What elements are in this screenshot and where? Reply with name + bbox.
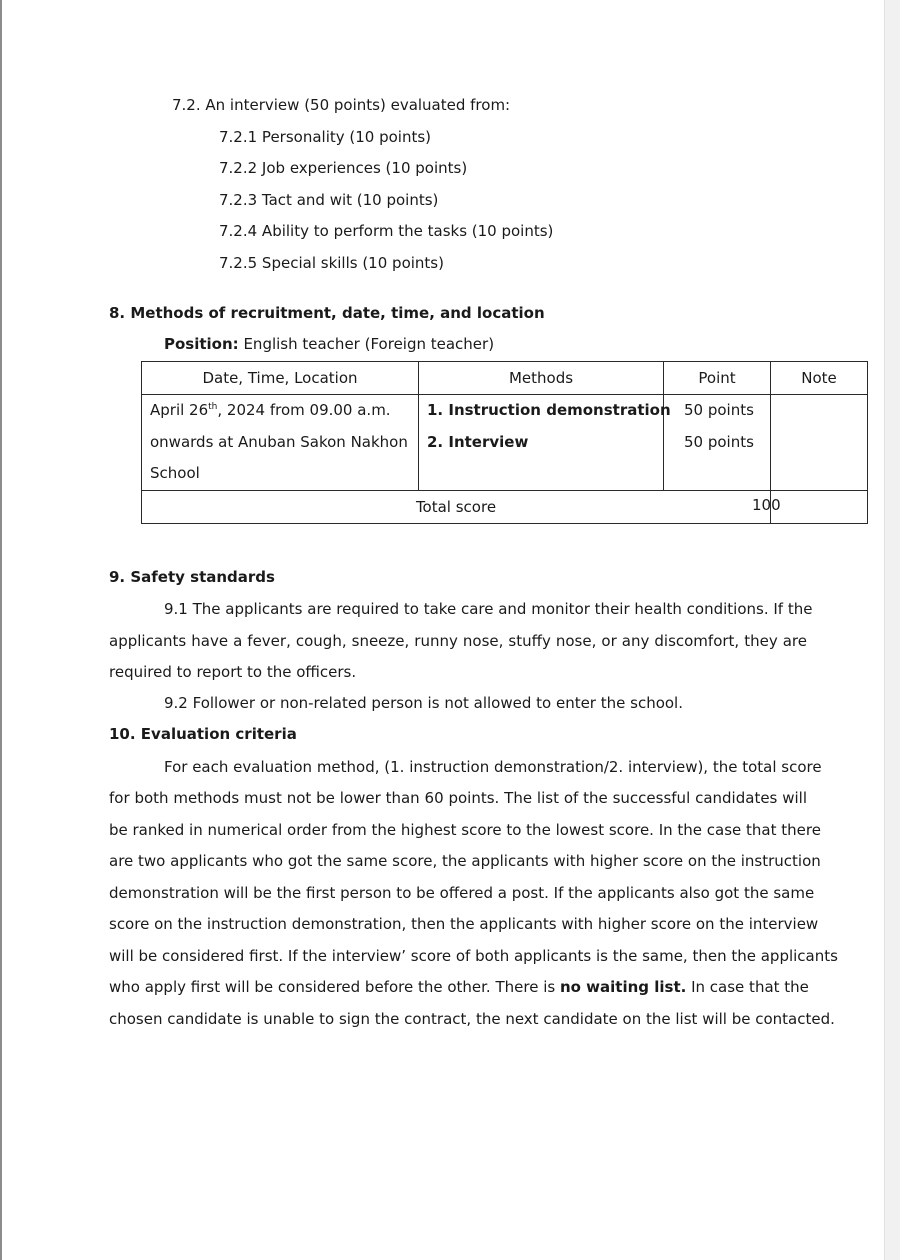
total-score-label bbox=[142, 491, 771, 524]
date-time-text: , 2024 from 09.00 a.m. bbox=[217, 401, 391, 419]
paragraph-line: required to report to the officers. bbox=[109, 663, 357, 681]
table-cell-points bbox=[664, 395, 771, 491]
paragraph-line: chosen candidate is unable to sign the contract, the next candidate on the list will be contacted. bbox=[109, 1010, 835, 1028]
criteria-item: 7.2.5 Special skills (10 points) bbox=[219, 254, 444, 272]
total-score-number: 100 bbox=[752, 496, 781, 514]
method-item: 2. Interview bbox=[427, 432, 529, 451]
criteria-item: 7.2.4 Ability to perform the tasks (10 points) bbox=[219, 222, 554, 240]
date-ordinal: th bbox=[208, 402, 218, 412]
paragraph-line: For each evaluation method, (1. instruction demonstration/2. interview), the total score bbox=[164, 758, 822, 776]
page-right-margin bbox=[884, 0, 900, 1260]
paragraph-line: be ranked in numerical order from the highest score to the lowest score. In the case that there bbox=[109, 821, 821, 839]
position-value: English teacher (Foreign teacher) bbox=[243, 335, 495, 353]
paragraph-line bbox=[109, 977, 807, 997]
paragraph-line: will be considered first. If the interview’ score of both applicants is the same, then the applicants bbox=[109, 947, 838, 965]
location-line: School bbox=[150, 464, 200, 482]
page-right-edge bbox=[884, 0, 885, 1260]
point-item: 50 points bbox=[684, 401, 754, 419]
table-header-date: Date, Time, Location bbox=[142, 362, 419, 395]
page-left-edge bbox=[0, 0, 2, 1260]
table-cell-note bbox=[771, 395, 868, 491]
criteria-item: 7.2.2 Job experiences (10 points) bbox=[219, 159, 468, 177]
table-header-point: Point bbox=[664, 362, 771, 395]
method-item: 1. Instruction demonstration bbox=[427, 401, 671, 419]
text-segment: In case that the bbox=[691, 978, 809, 996]
table-cell-date bbox=[142, 395, 419, 491]
paragraph-line: for both methods must not be lower than 60 points. The list of the successful candidates will bbox=[109, 789, 807, 807]
section9-heading: 9. Safety standards bbox=[109, 568, 275, 586]
paragraph-line: demonstration will be the first person to be offered a post. If the applicants also got the same bbox=[109, 884, 815, 902]
text-segment: who apply first will be considered before the other. There is bbox=[109, 978, 556, 996]
paragraph-line: 9.1 The applicants are required to take care and monitor their health conditions. If the bbox=[164, 600, 813, 618]
table-cell-methods bbox=[419, 395, 671, 491]
paragraph-line: applicants have a fever, cough, sneeze, runny nose, stuffy nose, or any discomfort, they are bbox=[109, 632, 807, 650]
section10-heading: 10. Evaluation criteria bbox=[109, 725, 297, 743]
paragraph-line: 9.2 Follower or non-related person is not allowed to enter the school. bbox=[164, 694, 683, 712]
position-line bbox=[164, 334, 494, 354]
section8-heading: 8. Methods of recruitment, date, time, and location bbox=[109, 304, 545, 322]
no-waiting-list-emphasis: no waiting list. bbox=[559, 978, 687, 996]
point-item: 50 points bbox=[684, 432, 754, 451]
section7-heading: 7.2. An interview (50 points) evaluated from: bbox=[172, 96, 511, 114]
date-line bbox=[142, 395, 418, 427]
paragraph-line: are two applicants who got the same score, the applicants with higher score on the instruction bbox=[109, 852, 821, 870]
location-line: onwards at Anuban Sakon Nakhon bbox=[150, 432, 408, 451]
date-text: April 26 bbox=[150, 401, 209, 419]
criteria-item: 7.2.3 Tact and wit (10 points) bbox=[219, 191, 439, 209]
total-score-value bbox=[771, 491, 868, 524]
table-header-note: Note bbox=[771, 362, 868, 395]
table-header-methods: Methods bbox=[419, 362, 664, 395]
criteria-item: 7.2.1 Personality (10 points) bbox=[219, 128, 432, 146]
position-label: Position: bbox=[164, 335, 239, 353]
paragraph-line: score on the instruction demonstration, then the applicants with higher score on the interview bbox=[109, 915, 819, 933]
total-score-text: Total score bbox=[415, 498, 497, 516]
